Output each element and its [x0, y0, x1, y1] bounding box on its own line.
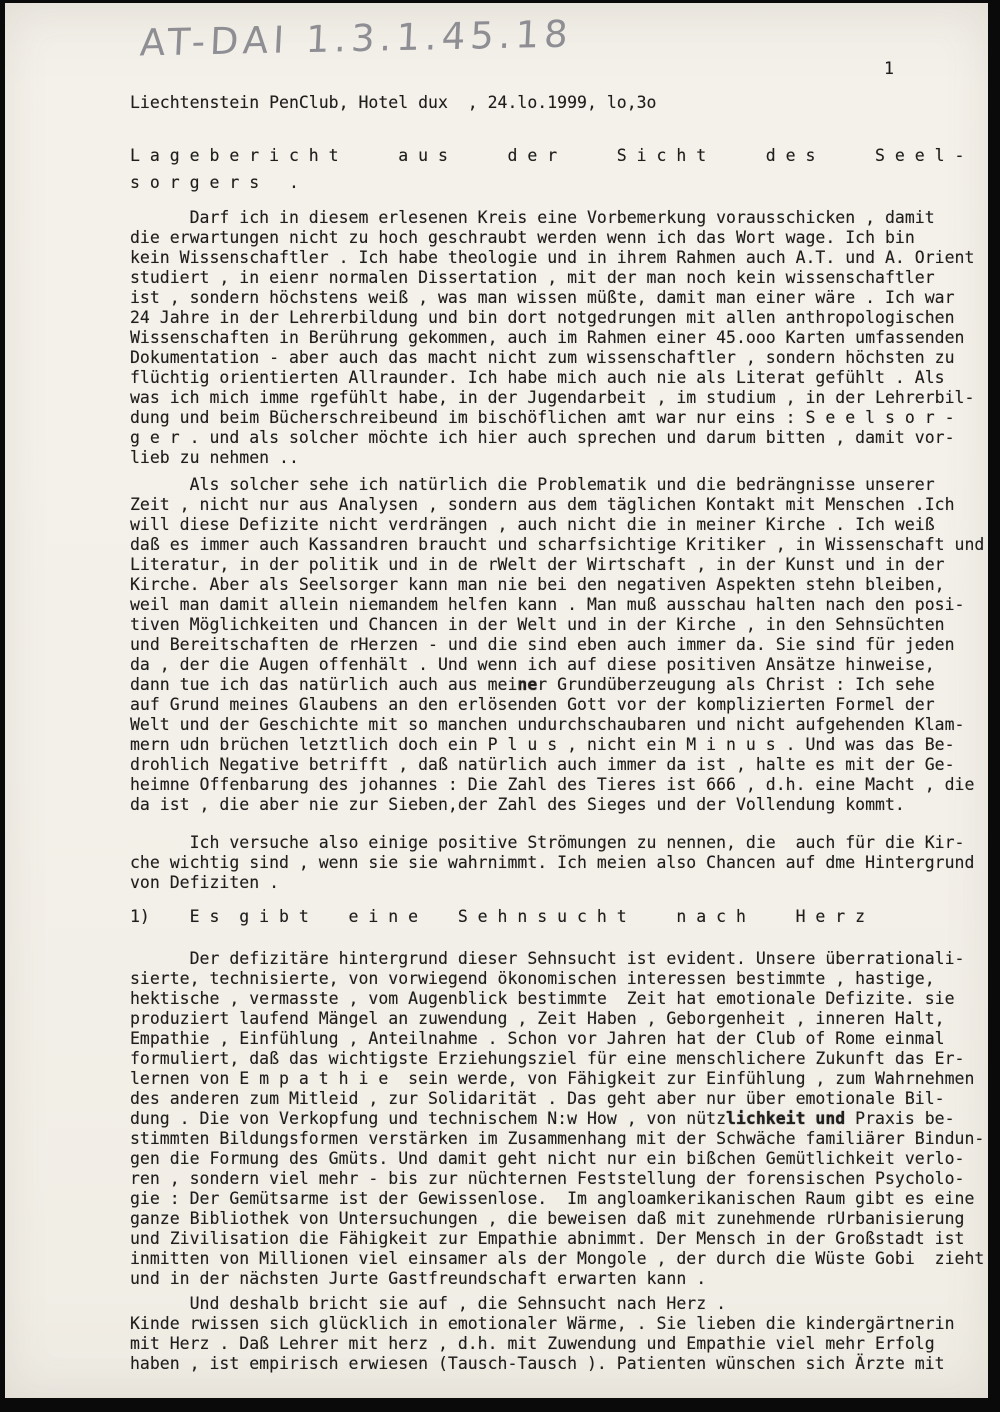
text-line: mern udn brüchen letztlich doch ein P l u s , nicht ein M i n u s . Und was das Be-: [130, 735, 955, 754]
text-line: s o r g e r s .: [130, 173, 299, 192]
text-line: und Zivilisation die Fähigkeit zur Empathie abnimmt. Der Mensch in der Großstadt ist: [130, 1229, 965, 1248]
text-line: Zeit , nicht nur aus Analysen , sondern aus dem täglichen Kontakt mit Menschen .Ich: [130, 495, 955, 514]
document-header-line: Liechtenstein PenClub, Hotel dux , 24.lo.1999, lo,3o: [130, 93, 657, 112]
text-line: dung . Die von Verkopfung und technischem N:w How , von nützlichkeit und Praxis be-: [130, 1109, 955, 1128]
text-line: lernen von E m p a t h i e sein werde, von Fähigkeit zur Einfühlung , zum Wahrnehmen: [130, 1069, 975, 1088]
page-number: 1: [884, 59, 894, 78]
text-line: des anderen zum Mitleid , zur Solidarität . Das geht aber nur über emotionale Bil-: [130, 1089, 945, 1108]
handwritten-archive-annotation: AT-DAI 1.3.1.45.18: [138, 12, 574, 65]
text-line: dung und beim Bücherschreibeund im bischöflichen amt war nur eins : S e e l s o r -: [130, 408, 955, 427]
text-line: Wissenschaften in Berührung gekommen, auch im Rahmen einer 45.ooo Karten umfassenden: [130, 328, 965, 347]
text-line: Welt und der Geschichte mit so manchen undurchschaubaren und nicht aufgehenden Klam-: [130, 715, 965, 734]
text-line: Empathie , Einfühlung , Anteilnahme . Schon vor Jahren hat der Club of Rome einmal: [130, 1029, 945, 1048]
text-line: ist , sondern höchstens weiß , was man wissen müßte, damit man einer wäre . Ich war: [130, 288, 955, 307]
text-line: Kirche. Aber als Seelsorger kann man nie bei den negativen Aspekten stehn bleiben,: [130, 575, 945, 594]
text-line: lieb zu nehmen ..: [130, 448, 299, 467]
text-line: studiert , in eienr normalen Dissertation , mit der man noch kein wissenschaftler: [130, 268, 935, 287]
text-line: Kinde rwissen sich glücklich in emotionaler Wärme, . Sie lieben die kindergärtnerin: [130, 1314, 955, 1333]
text-line: von Defiziten .: [130, 873, 280, 892]
text-line: tiven Möglichkeiten und Chancen in der Welt und in der Kirche , in den Sehnsüchten: [130, 615, 945, 634]
text-line: mit Herz . Daß Lehrer mit herz , d.h. mit Zuwendung und Empathie viel mehr Erfolg: [130, 1334, 935, 1353]
text-line: inmitten von Millionen viel einsamer als der Mongole , der durch die Wüste Gobi zieht: [130, 1249, 985, 1268]
paragraph-positive-stroemungen: [130, 833, 974, 893]
text-line: haben , ist empirisch erwiesen (Tausch-Tausch ). Patienten wünschen sich Ärzte mit: [130, 1354, 945, 1373]
text-line: ren , sondern viel mehr - bis zur nüchternen Feststellung der forensischen Psycholo-: [130, 1169, 965, 1188]
text-line: L a g e b e r i c h t a u s d e r S i c h t d e s S e e l -: [130, 146, 965, 165]
text-line: was ich mich imme rgefühlt habe, in der Jugendarbeit , im studium , in der Lehrerbil-: [130, 388, 975, 407]
text-line: Darf ich in diesem erlesenen Kreis eine Vorbemerkung vorausschicken , damit: [130, 208, 935, 227]
text-line: drohlich Negative betrifft , daß natürlich auch immer da ist , halte es mit der Ge-: [130, 755, 955, 774]
text-line: hektische , vermasste , vom Augenblick bestimmte Zeit hat emotionale Defizite. sie: [130, 989, 955, 1008]
text-line: Als solcher sehe ich natürlich die Problematik und die bedrängnisse unserer: [130, 475, 935, 494]
text-line: Und deshalb bricht sie auf , die Sehnsucht nach Herz .: [130, 1294, 727, 1313]
text-line: da ist , die aber nie zur Sieben,der Zahl des Sieges und der Vollendung kommt.: [130, 795, 905, 814]
text-line: Der defizitäre hintergrund dieser Sehnsucht ist evident. Unsere überrationali-: [130, 949, 965, 968]
text-line: daß es immer auch Kassandren braucht und scharfsichtige Kritiker , in Wissenschaft und: [130, 535, 985, 554]
text-line: weil man damit allein niemandem helfen kann . Man muß ausschau halten nach den posi-: [130, 595, 965, 614]
text-line: sierte, technisierte, von vorwiegend ökonomischen interessen bestimmte , hastige,: [130, 969, 935, 988]
document-title: [130, 142, 964, 196]
text-line: und in der nächsten Jurte Gastfreundschaft erwarten kann .: [130, 1269, 707, 1288]
text-line: auf Grund meines Glaubens an den erlösenden Gott vor der komplizierten Formel der: [130, 695, 935, 714]
text-line: Ich versuche also einige positive Strömungen zu nennen, die auch für die Kir-: [130, 833, 965, 852]
paragraph-problematik: [130, 475, 984, 815]
text-line: da , der die Augen offenhält . Und wenn ich auf diese positiven Ansätze hinweise,: [130, 655, 935, 674]
text-line: gie : Der Gemütsarme ist der Gewissenlose. Im angloamkerikanischen Raum gibt es eine: [130, 1189, 975, 1208]
text-line: Literatur, in der politik und in de rWelt der Wirtschaft , in der Kunst und in der: [130, 555, 945, 574]
text-line: kein Wissenschaftler . Ich habe theologie und in ihrem Rahmen auch A.T. und A. Orient: [130, 248, 975, 267]
section-heading-1: 1) E s g i b t e i n e S e h n s u c h t n a c h H e r z: [130, 907, 866, 926]
text-line: die erwartungen nicht zu hoch geschraubt werden wenn ich das Wort wage. Ich bin: [130, 228, 915, 247]
paragraph-introduction: [130, 208, 974, 468]
text-line: Dokumentation - aber auch das macht nicht zum wissenschaftler , sondern höchsten zu: [130, 348, 955, 367]
text-line: g e r . und als solcher möchte ich hier auch sprechen und darum bitten , damit vor-: [130, 428, 955, 447]
text-line: flüchtig orientierten Allraunder. Ich habe mich auch nie als Literat gefühlt . Als: [130, 368, 945, 387]
text-line: che wichtig sind , wenn sie sie wahrnimmt. Ich meien also Chancen auf dme Hintergrund: [130, 853, 975, 872]
paragraph-aufbruch-der-sehnsucht: [130, 1294, 955, 1374]
text-line: stimmten Bildungsformen verstärken im Zusammenhang mit der Schwäche familiärer Bindun-: [130, 1129, 985, 1148]
text-line: heimne Offenbarung des johannes : Die Zahl des Tieres ist 666 , d.h. eine Macht , die: [130, 775, 975, 794]
text-line: will diese Defizite nicht verdrängen , auch nicht die in meiner Kirche . Ich weiß: [130, 515, 935, 534]
text-line: gen die Formung des Gmüts. Und damit geht nicht nur ein bißchen Gemütlichkeit verlo-: [130, 1149, 965, 1168]
text-line: dann tue ich das natürlich auch aus meiner Grundüberzeugung als Christ : Ich sehe: [130, 675, 935, 694]
paragraph-sehnsucht-nach-herz: [130, 949, 984, 1289]
text-line: ganze Bibliothek von Untersuchungen , die beweisen daß mit zunehmende rUrbanisierung: [130, 1209, 965, 1228]
text-line: und Bereitschaften de rHerzen - und die sind eben auch immer da. Sie sind für jeden: [130, 635, 955, 654]
text-line: 24 Jahre in der Lehrerbildung und bin dort notgedrungen mit allen anthropologischen: [130, 308, 955, 327]
text-line: formuliert, daß das wichtigste Erziehungsziel für eine menschlichere Zukunft das Er-: [130, 1049, 965, 1068]
text-line: produziert laufend Mängel an zuwendung , Zeit Haben , Geborgenheit , inneren Halt,: [130, 1009, 945, 1028]
document-page: [5, 3, 988, 1398]
